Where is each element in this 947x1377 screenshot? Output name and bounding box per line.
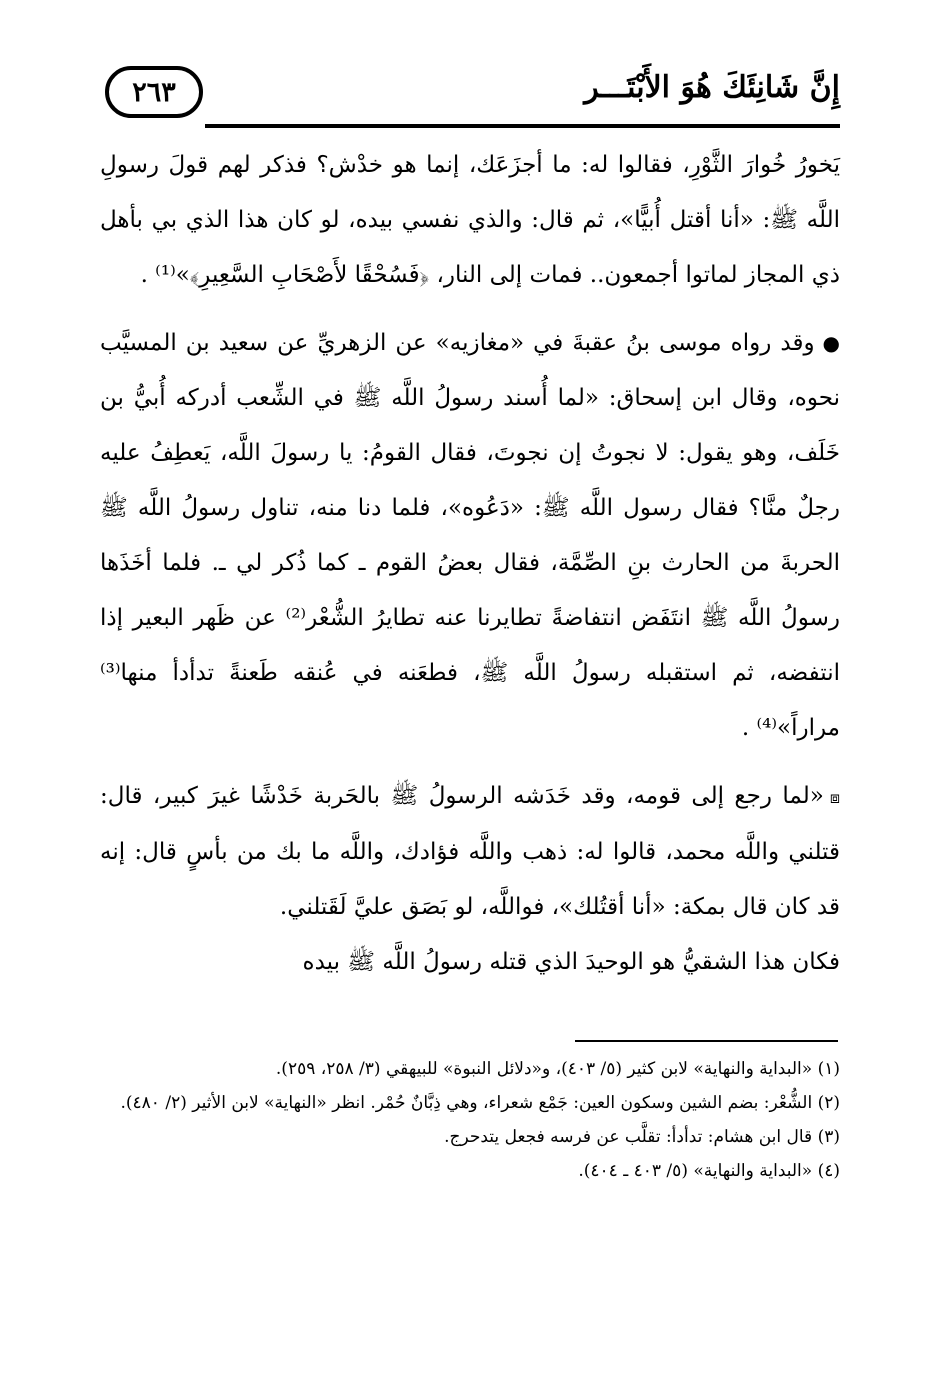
box-marker-icon: ⧈ (829, 788, 840, 807)
running-title: إِنَّ شَانِئَكَ هُوَ الأَبْتَـــر (584, 70, 840, 105)
bullet-icon: ● (822, 331, 840, 355)
paragraph-3 (100, 769, 840, 935)
footnotes (100, 1052, 840, 1188)
paragraph-1 (100, 138, 840, 303)
paragraph-4-text: فكان هذا الشقيُّ هو الوحيدَ الذي قتله رسولُ اللَّه ﷺ بيده (302, 949, 840, 975)
main-text (100, 138, 840, 990)
page-number: ٢٦٣ (132, 76, 176, 108)
footnote-rule (575, 1040, 838, 1042)
page-number-frame (105, 66, 203, 118)
paragraph-4 (100, 935, 840, 990)
footnote-2: (٢) الشُّعْر: بضم الشين وسكون العين: جَمْع شعراء، وهي ذِبَّانٌ حُمْر. انظر «النهاية» لابن الأثير (٢/ ٤٨٠). (120, 1093, 840, 1113)
footnote-4: (٤) «البداية والنهاية» (٥/ ٤٠٣ ـ ٤٠٤). (578, 1161, 840, 1181)
footnote-3: (٣) قال ابن هشام: تدأدأ: تقلَّب عن فرسه فجعل يتدحرج. (444, 1127, 840, 1147)
paragraph-2-text: وقد رواه موسى بنُ عقبةَ في «مغازيه» عن الزهريِّ عن سعيد بن المسيَّب نحوه، وقال ابن إسحاق: «لما أُسند رسولُ اللَّه ﷺ في الشِّعب أدركه أُبيُّ بن خَلَف، وهو يقول: لا نجوتُ إن نجوتَ، فقال القومُ: يا رسولَ اللَّه، يَعطِفُ عليه رجلٌ منَّا؟ فقال رسول اللَّه ﷺ: «دَعُوه»، فلما دنا منه، تناول رسولُ اللَّه ﷺ الحربةَ من الحارث بنِ الصِّمَّة، فقال بعضُ القوم ـ كما ذُكر لي ـ. فلما أخَذَها رسولُ اللَّه ﷺ انتَفَض انتفاضةً تطايرنا عنه تطايرُ الشُّعْر⁽²⁾ عن ظَهر البعير إذا انتفضه، ثم استقبله رسولُ اللَّه ﷺ، فطعَنه في عُنقه طَعنةً تدأدأ منها⁽³⁾ مراراً»⁽⁴⁾ . (100, 330, 841, 741)
header-rule (205, 124, 840, 128)
paragraph-3-text: «لما رجع إلى قومه، وقد خَدَشه الرسولُ ﷺ بالحَربة خَدْشًا غيرَ كبير، قال: قتلني واللَّه محمد، قالوا له: ذهب واللَّه فؤادك، واللَّه ما بك من بأسٍ قال: إنه قد كان قال بمكة: «أنا أقتُلك»، فواللَّه، لو بَصَق عليَّ لَقَتلني. (100, 783, 840, 920)
page-header (105, 62, 840, 128)
paragraph-2 (100, 316, 840, 756)
footnote-1: (١) «البداية والنهاية» لابن كثير (٥/ ٤٠٣)، و«دلائل النبوة» للبيهقي (٣/ ٢٥٨، ٢٥٩). (275, 1059, 840, 1079)
paragraph-1-text: يَخورُ خُوارَ الثَّوْرِ، فقالوا له: ما أجزَعَك، إنما هو خدْش؟ فذكر لهم قولَ رسولِ اللَّه ﷺ: «أنا أقتل أُبيًّا»، ثم قال: والذي نفسي بيده، لو كان هذا الذي بي بأهل ذي المجاز لماتوا أجمعون.. فمات إلى النار، ﴿فَسُحْقًا لأَصْحَابِ السَّعِيرِ﴾»⁽¹⁾ . (100, 152, 840, 288)
